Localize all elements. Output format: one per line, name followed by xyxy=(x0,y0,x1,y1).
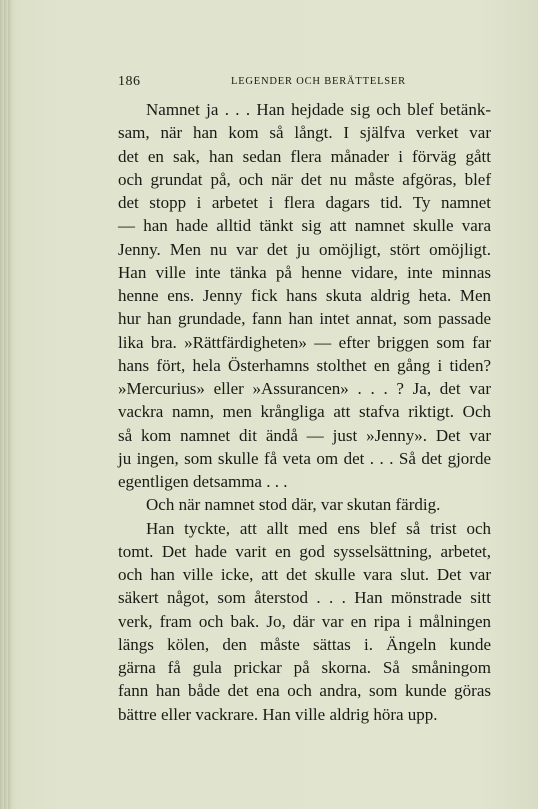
text-line: gärna få gula prickar på skorna. Så småningom xyxy=(118,658,491,677)
text-line: det en sak, han sedan flera månader i förväg gått xyxy=(118,146,491,166)
text-line: hans fört, hela Österhamns stolthet en gång i tiden? xyxy=(118,355,491,375)
text-line: säkert något, som återstod . . . Han mönstrade sitt xyxy=(118,588,491,608)
running-head: LEGENDER OCH BERÄTTELSER xyxy=(231,76,406,87)
text-line: och han ville icke, att det skulle vara slut. Det var xyxy=(118,565,491,584)
body-text xyxy=(118,98,491,726)
text-line: egentligen detsamma . . . xyxy=(118,472,288,491)
text-line: det stopp i arbetet i flera dagars tid. Ty namnet xyxy=(118,193,491,212)
text-line: — han hade alltid tänkt sig att namnet skulle vara xyxy=(118,216,491,236)
page-header xyxy=(118,74,498,90)
text-line: Och när namnet stod där, var skutan färdig. xyxy=(146,495,441,515)
text-line: ju ingen, som skulle få veta om det . . . Så det gjorde xyxy=(118,448,491,468)
text-line: Namnet ja . . . Han hejdade sig och blef betänk- xyxy=(146,100,491,119)
text-line: Han ville inte tänka på henne vidare, inte minnas xyxy=(118,262,491,282)
text-line: »Mercurius» eller »Assurancen» . . . ? Ja, det var xyxy=(118,379,491,398)
text-line: så kom namnet dit ändå — just »Jenny». Det var xyxy=(118,425,491,445)
text-line: och grundat på, och när det nu måste afgöras, blef xyxy=(118,169,491,189)
text-line: Han tyckte, att allt med ens blef så trist och xyxy=(146,518,491,538)
text-line: vackra namn, men krångliga att stafva riktigt. Och xyxy=(118,402,491,422)
text-line: henne ens. Jenny fick hans skuta aldrig heta. Men xyxy=(118,286,491,305)
text-line: Jenny. Men nu var det ju omöjligt, stört omöjligt. xyxy=(118,239,491,259)
text-line: hur han grundade, fann han intet annat, som passade xyxy=(118,309,491,329)
text-line: lika bra. »Rättfärdigheten» — efter briggen som far xyxy=(118,332,491,352)
text-line: sam, när han kom så långt. I själfva verket var xyxy=(118,123,491,143)
page-gutter xyxy=(0,0,12,809)
text-line: verk, fram och bak. Jo, där var en ripa i målningen xyxy=(118,611,491,631)
page-number: 186 xyxy=(118,74,141,89)
text-line: tomt. Det hade varit en god sysselsättning, arbetet, xyxy=(118,541,491,561)
text-line: längs kölen, den måste sättas i. Ängeln kunde xyxy=(118,634,491,654)
text-line: fann han både det ena och andra, som kunde göras xyxy=(118,681,491,701)
text-line: bättre eller vackrare. Han ville aldrig höra upp. xyxy=(118,704,438,724)
